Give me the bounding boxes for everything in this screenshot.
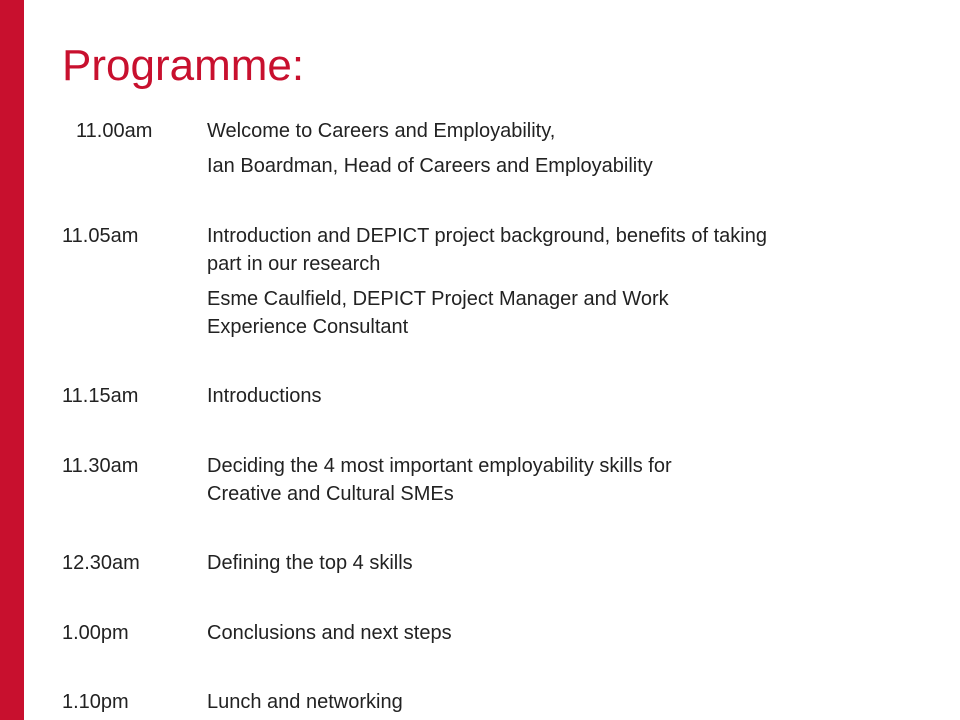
agenda-time: 11.30am [62, 455, 139, 477]
agenda-line: Creative and Cultural SMEs [207, 483, 454, 505]
agenda-description [207, 619, 907, 647]
agenda-description [207, 117, 907, 145]
agenda-time: 12.30am [62, 552, 140, 574]
agenda-description [207, 285, 907, 341]
agenda-line: Deciding the 4 most important employability skills for [207, 455, 672, 477]
agenda-time: 1.00pm [62, 622, 129, 644]
agenda-line: Defining the top 4 skills [207, 552, 413, 574]
agenda-line: Esme Caulfield, DEPICT Project Manager and Work [207, 288, 669, 310]
accent-bar [0, 0, 24, 720]
agenda-description [207, 549, 907, 577]
page-title: Programme: [62, 41, 305, 90]
agenda-line: Lunch and networking [207, 691, 403, 713]
agenda-line: Welcome to Careers and Employability, [207, 120, 556, 142]
agenda-time: 11.00am [76, 120, 153, 142]
agenda-description [207, 452, 907, 508]
agenda-description [207, 688, 907, 716]
agenda-line: Introductions [207, 385, 322, 407]
agenda-description [207, 382, 907, 410]
agenda-description [207, 152, 907, 180]
agenda-time: 1.10pm [62, 691, 129, 713]
agenda-line: Experience Consultant [207, 316, 409, 338]
agenda-line: Ian Boardman, Head of Careers and Employability [207, 155, 653, 177]
agenda-line: Introduction and DEPICT project background, benefits of taking [207, 225, 767, 247]
agenda-line: part in our research [207, 253, 381, 275]
agenda-time: 11.05am [62, 225, 139, 247]
agenda-line: Conclusions and next steps [207, 622, 452, 644]
agenda-time: 11.15am [62, 385, 139, 407]
agenda-description [207, 222, 907, 278]
